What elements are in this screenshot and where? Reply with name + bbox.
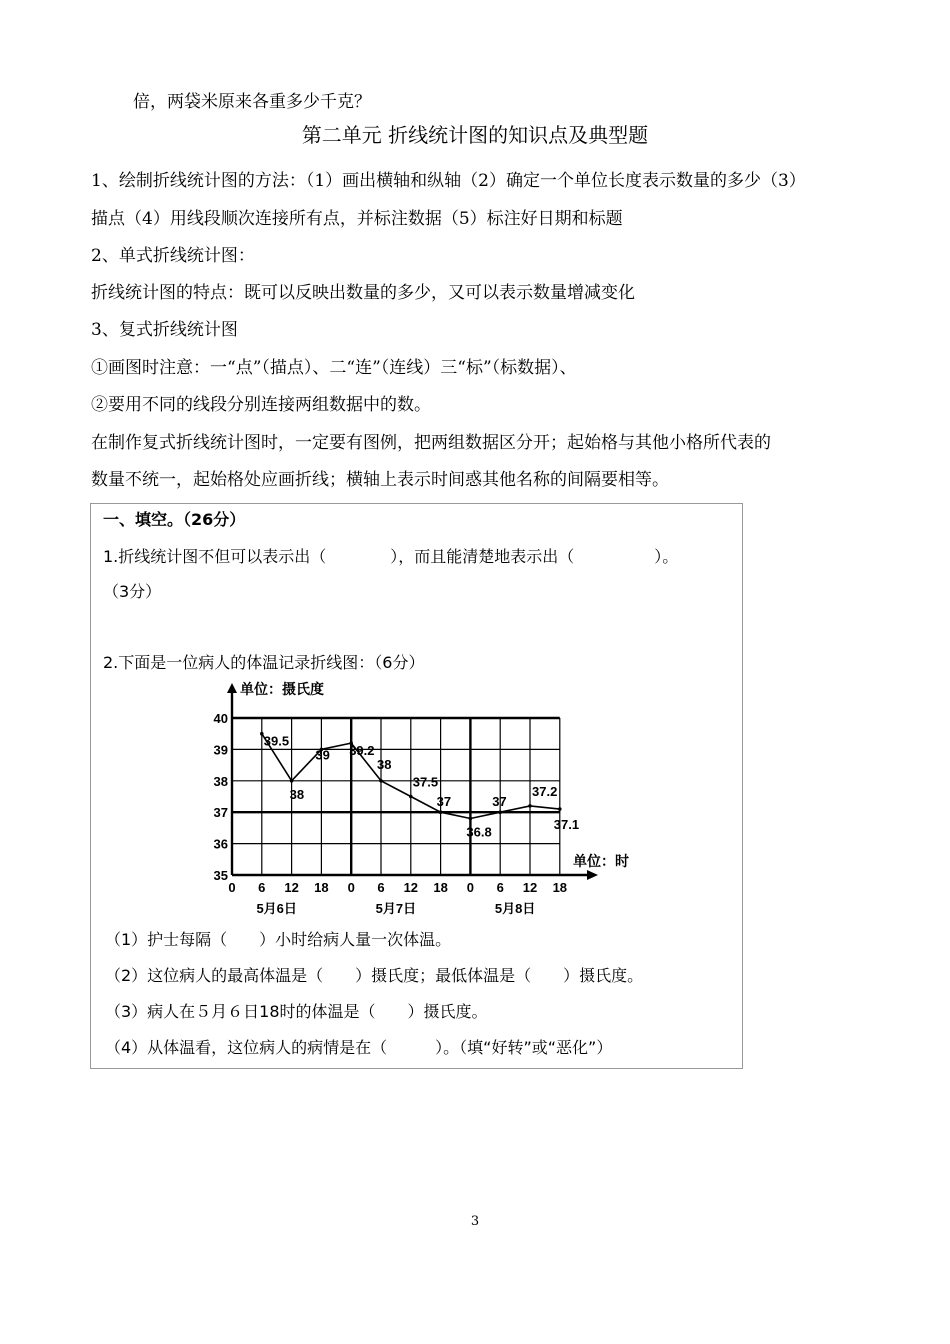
x-tick-label: 18 — [433, 880, 448, 895]
data-label: 39 — [315, 747, 330, 763]
data-label: 38 — [377, 756, 392, 772]
exercise-heading: 一、填空。（26分） — [103, 510, 246, 529]
x-tick-label: 6 — [377, 880, 385, 895]
question-2-intro: 2.下面是一位病人的体温记录折线图：（6分） — [103, 653, 425, 672]
y-tick-label: 36 — [213, 836, 228, 852]
paragraph-6: ①画图时注意：一“点”（描点）、二“连”（连线）三“标”（标数据）、 — [91, 358, 577, 378]
x-tick-label: 18 — [552, 880, 568, 895]
data-point — [528, 804, 532, 808]
paragraph-7: ②要用不同的线段分别连接两组数据中的数。 — [91, 395, 431, 415]
data-label: 39.2 — [349, 743, 375, 759]
date-label: 5月6日 — [256, 901, 297, 916]
data-label: 37 — [492, 794, 507, 810]
x-tick-label: 12 — [284, 880, 299, 895]
paragraph-3: 2、单式折线统计图： — [91, 246, 255, 266]
sub-question-2: （2）这位病人的最高体温是（ ）摄氏度；最低体温是（ ）摄氏度。 — [105, 966, 644, 985]
x-unit-label: 单位：时 — [573, 853, 629, 869]
page-title: 第二单元 折线统计图的知识点及典型题 — [301, 123, 649, 147]
x-tick-label: 0 — [466, 880, 475, 895]
data-point — [409, 795, 413, 799]
paragraph-5: 3、复式折线统计图 — [91, 320, 238, 340]
y-tick-label: 38 — [213, 773, 228, 789]
data-label: 37.1 — [553, 817, 580, 833]
x-tick-label: 6 — [258, 880, 266, 895]
question-1-line-1: 1.折线统计图不但可以表示出（ ），而且能清楚地表示出（ ）。 — [103, 547, 679, 566]
paragraph-4: 折线统计图的特点：既可以反映出数量的多少，又可以表示数量增减变化 — [91, 283, 635, 303]
x-tick-label: 0 — [228, 880, 236, 895]
sub-question-3: （3）病人在５月６日18时的体温是（ ）摄氏度。 — [105, 1002, 488, 1021]
data-point — [379, 779, 383, 783]
y-tick-label: 37 — [213, 805, 228, 821]
data-label: 36.8 — [466, 824, 492, 840]
top-line: 倍，两袋米原来各重多少千克？ — [133, 92, 371, 112]
question-1-line-2: （3分） — [103, 582, 162, 601]
temperature-line-chart — [200, 680, 640, 920]
data-point — [558, 807, 562, 811]
data-point — [290, 779, 294, 783]
data-point — [469, 817, 473, 821]
y-tick-label: 40 — [213, 711, 228, 726]
data-point — [439, 810, 443, 814]
x-axis-arrow — [587, 870, 598, 880]
data-label: 37.5 — [412, 774, 439, 790]
sub-question-1: （1）护士每隔（ ）小时给病人量一次体温。 — [105, 930, 452, 949]
data-label: 38 — [289, 786, 305, 802]
x-tick-label: 12 — [522, 880, 538, 895]
y-unit-label: 单位：摄氏度 — [240, 681, 324, 697]
paragraph-1: 1、绘制折线统计图的方法：（1）画出横轴和纵轴（2）确定一个单位长度表示数量的多少（3） — [91, 171, 806, 191]
paragraph-9: 数量不统一，起始格处应画折线；横轴上表示时间惑其他名称的间隔要相等。 — [91, 470, 669, 490]
data-label: 37 — [436, 794, 452, 810]
y-tick-label: 39 — [213, 742, 228, 758]
x-tick-label: 12 — [403, 880, 419, 895]
x-tick-label: 6 — [496, 880, 504, 895]
paragraph-2: 描点（4）用线段顺次连接所有点，并标注数据（5）标注好日期和标题 — [91, 209, 623, 229]
paragraph-8: 在制作复式折线统计图时，一定要有图例，把两组数据区分开；起始格与其他小格所代表的 — [91, 433, 771, 453]
data-point — [498, 810, 502, 814]
y-axis-arrow — [227, 683, 237, 693]
data-label: 39.5 — [263, 733, 290, 749]
page-number: 3 — [470, 1214, 480, 1229]
x-tick-label: 18 — [314, 880, 329, 895]
data-label: 37.2 — [532, 783, 558, 799]
date-label: 5月8日 — [494, 901, 536, 916]
y-tick-label: 35 — [213, 868, 228, 883]
date-label: 5月7日 — [375, 901, 417, 916]
sub-question-4: （4）从体温看，这位病人的病情是在（ ）。（填“好转”或“恶化”） — [105, 1038, 613, 1057]
x-tick-label: 0 — [347, 880, 355, 895]
